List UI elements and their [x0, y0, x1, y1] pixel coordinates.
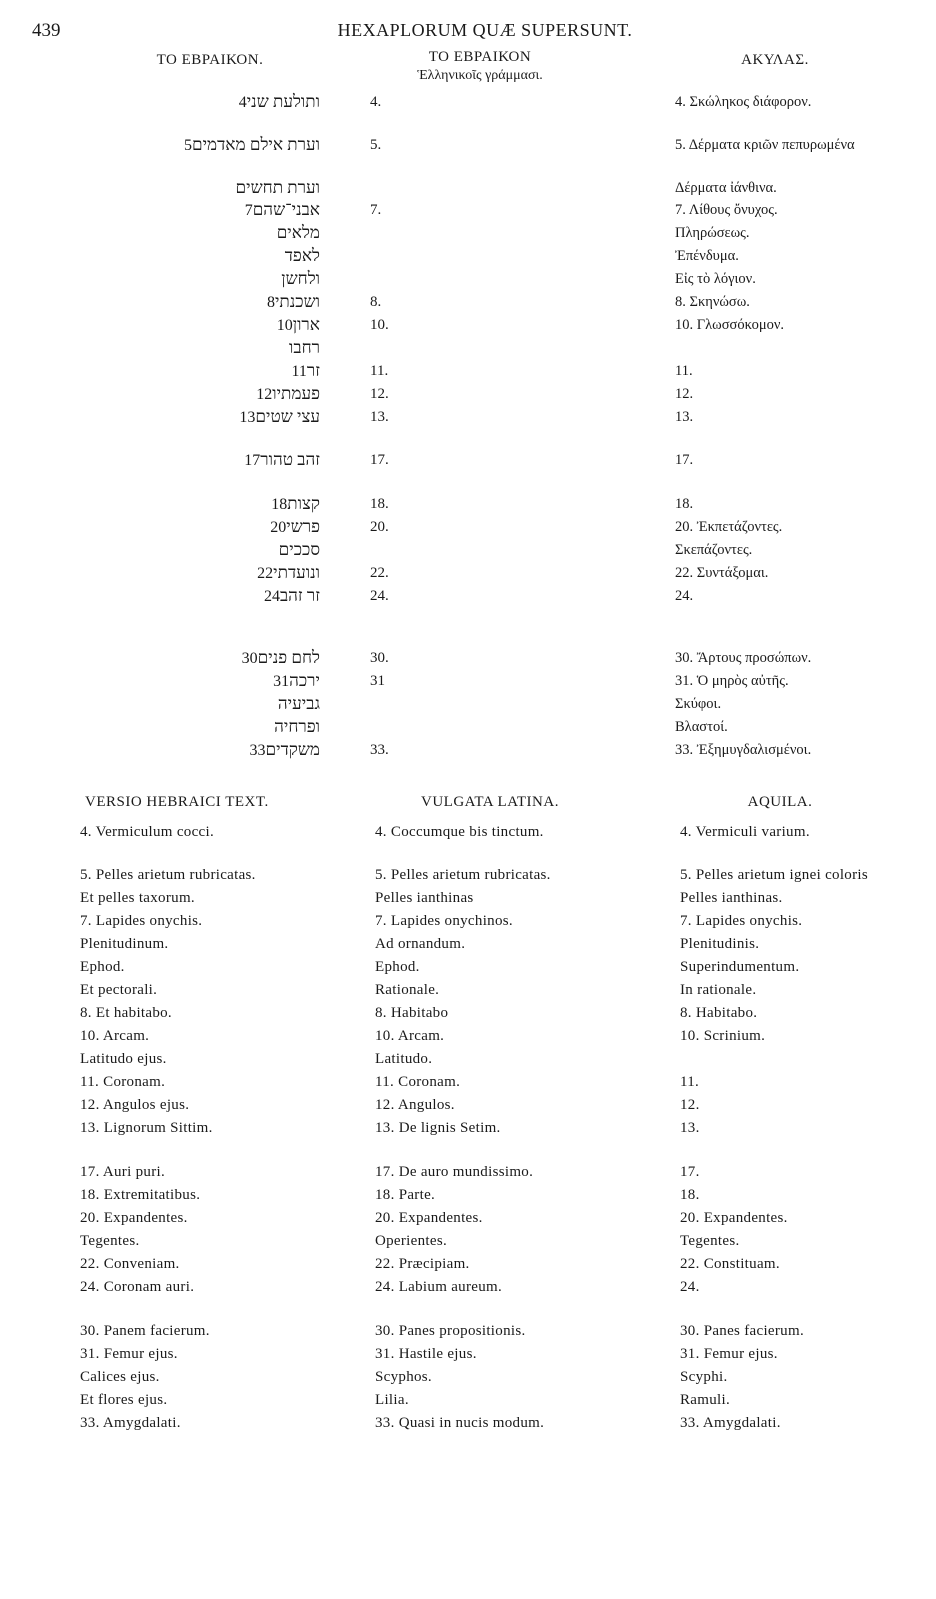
aquila-latin-line: Tegentes. [680, 1233, 740, 1249]
versio-line: 30. Panem facierum. [80, 1323, 210, 1339]
vulgata-line: 17. De auro mundissimo. [375, 1164, 534, 1180]
vulgata-line: 7. Lapides onychinos. [375, 913, 513, 929]
verse-number: 30 [241, 650, 258, 667]
versio-line: Plenitudinum. [80, 936, 169, 952]
versio-line: Et flores ejus. [80, 1392, 168, 1408]
aquila-greek-line: Βλαστοί. [675, 719, 728, 735]
verse-number: 31 [273, 673, 290, 690]
aquila-greek-line: Εἰς τὸ λόγιον. [675, 271, 756, 287]
hebrew-word: ארון [292, 315, 320, 334]
aquila-latin-line: 10. Scrinium. [680, 1028, 766, 1044]
versio-line: 31. Femur ejus. [80, 1346, 178, 1362]
verse-number: 5 [183, 137, 192, 154]
verse-number: 8 [266, 294, 275, 311]
translit-line: 31 [370, 673, 385, 689]
aquila-greek-line: 31. Ὁ μηρὸς αὐτῆς. [675, 673, 789, 689]
hebrew-word: גביעיה [277, 694, 320, 713]
aquila-latin-line: 30. Panes facierum. [680, 1323, 804, 1339]
aquila-latin-line: 11. [680, 1074, 700, 1090]
aquila-greek-line: 33. Ἐξημυγδαλισμένοι. [675, 742, 812, 758]
hebrew-word: משקדים [265, 740, 320, 759]
translit-line: 30. [370, 650, 389, 666]
versio-line: 11. Coronam. [80, 1074, 166, 1090]
header-hebrew-text: ΤΟ ΕΒΡΑΙΚΟΝ. [156, 52, 264, 68]
versio-line: Latitudo ejus. [80, 1051, 167, 1067]
aquila-latin-line: 7. Lapides onychis. [680, 913, 803, 929]
verse-number: 4 [238, 94, 247, 111]
aquila-greek-line: 12. [675, 386, 694, 402]
aquila-latin-line: 31. Femur ejus. [680, 1346, 778, 1362]
hebrew-word: רחבו [289, 338, 320, 357]
versio-line: 5. Pelles arietum rubricatas. [80, 867, 256, 883]
hebrew-word: וערת תחשים [235, 178, 320, 197]
versio-line: 24. Coronam auri. [80, 1279, 195, 1295]
header-aquila-greek: ΑΚΥΛΑΣ. [741, 52, 809, 68]
vulgata-line: 24. Labium aureum. [375, 1279, 503, 1295]
vulgata-line: 13. De lignis Setim. [375, 1120, 501, 1136]
versio-line: 13. Lignorum Sittim. [80, 1120, 213, 1136]
verse-number: 24 [263, 588, 280, 605]
aquila-latin-line: 13. [680, 1120, 700, 1136]
aquila-greek-line: 20. Ἐκπετάζοντες. [675, 519, 783, 535]
hebrew-word: קצות [287, 494, 320, 513]
hebrew-word: מלאים [276, 223, 320, 242]
aquila-latin-line: 5. Pelles arietum ignei coloris [680, 867, 869, 883]
aquila-greek-line: 10. Γλωσσόκομον. [675, 317, 785, 333]
aquila-greek-line: 22. Συντάξομαι. [675, 565, 769, 581]
versio-line: Et pelles taxorum. [80, 890, 195, 906]
hebrew-word: סככים [278, 540, 320, 559]
header-vulgata-latina: VULGATA LATINA. [421, 794, 559, 810]
aquila-latin-line: 18. [680, 1187, 700, 1203]
aquila-latin-line: 4. Vermiculi varium. [680, 824, 810, 840]
translit-line: 8. [370, 294, 382, 310]
aquila-greek-line: Σκύφοι. [675, 696, 722, 712]
versio-line: 18. Extremitatibus. [80, 1187, 201, 1203]
hebrew-word: ופרחיה [274, 717, 320, 736]
vulgata-line: 20. Expandentes. [375, 1210, 483, 1226]
aquila-latin-line: Pelles ianthinas. [680, 890, 783, 906]
aquila-greek-line: 30. Ἄρτους προσώπων. [675, 650, 812, 666]
translit-line: 33. [370, 742, 389, 758]
vulgata-line: 30. Panes propositionis. [375, 1323, 526, 1339]
translit-line: 5. [370, 137, 382, 153]
vulgata-line: Rationale. [375, 982, 440, 998]
hebrew-word: עצי שטים [255, 407, 320, 426]
versio-line: 8. Et habitabo. [80, 1005, 172, 1021]
aquila-latin-line: 17. [680, 1164, 700, 1180]
translit-line: 20. [370, 519, 389, 535]
hebrew-word: פרשי [286, 517, 320, 536]
vulgata-line: 33. Quasi in nucis modum. [375, 1415, 545, 1431]
versio-line: Calices ejus. [80, 1369, 160, 1385]
aquila-latin-line: 24. [680, 1279, 700, 1295]
aquila-greek-line: Δέρματα ἰάνθινα. [675, 180, 777, 196]
vulgata-line: 12. Angulos. [375, 1097, 455, 1113]
vulgata-line: 10. Arcam. [375, 1028, 445, 1044]
translit-line: 13. [370, 409, 389, 425]
aquila-latin-line: 22. Constituam. [680, 1256, 780, 1272]
aquila-latin-line: 20. Expandentes. [680, 1210, 788, 1226]
aquila-latin-line: 12. [680, 1097, 700, 1113]
aquila-latin-column [680, 0, 936, 1599]
vulgata-line: 8. Habitabo [375, 1005, 449, 1021]
hebrew-word: ירכה [289, 671, 320, 690]
versio-column [80, 0, 360, 1599]
vulgata-line: 5. Pelles arietum rubricatas. [375, 867, 551, 883]
vulgata-line: Operientes. [375, 1233, 448, 1249]
hebrew-word: לחם פנים [257, 648, 320, 667]
verse-number: 10 [276, 317, 293, 334]
vulgata-line: Scyphos. [375, 1369, 432, 1385]
verse-number: 11 [291, 363, 307, 380]
verse-number: 18 [271, 496, 288, 513]
vulgata-column [375, 0, 665, 1599]
aquila-greek-line: 5. Δέρματα κριῶν πεπυρωμένα [675, 137, 855, 153]
aquila-greek-line: 17. [675, 452, 694, 468]
aquila-greek-line: Ἐπένδυμα. [675, 248, 739, 264]
hebrew-word: וערת אילם מאדמים [191, 135, 320, 154]
vulgata-line: Latitudo. [375, 1051, 433, 1067]
verse-number: 20 [270, 519, 287, 536]
hebrew-word: אבני־שהם [252, 200, 320, 219]
versio-line: 17. Auri puri. [80, 1164, 166, 1180]
aquila-latin-line: Scyphi. [680, 1369, 728, 1385]
aquila-latin-line: 8. Habitabo. [680, 1005, 758, 1021]
vulgata-line: Ad ornandum. [375, 936, 466, 952]
translit-line: 18. [370, 496, 389, 512]
verse-number: 7 [244, 202, 253, 219]
aquila-latin-line: Plenitudinis. [680, 936, 760, 952]
verse-number: 13 [239, 409, 256, 426]
aquila-latin-line: 33. Amygdalati. [680, 1415, 781, 1431]
translit-line: 22. [370, 565, 389, 581]
vulgata-line: 18. Parte. [375, 1187, 436, 1203]
header-versio-hebraici: VERSIO HEBRAICI TEXT. [85, 794, 269, 810]
aquila-greek-line: 8. Σκηνώσω. [675, 294, 750, 310]
header-aquila-latin: AQUILA. [747, 794, 813, 810]
page-number: 439 [32, 20, 61, 41]
versio-line: 10. Arcam. [80, 1028, 150, 1044]
translit-line: 12. [370, 386, 389, 402]
aquila-greek-line: Σκεπάζοντες. [675, 542, 753, 558]
translit-line: 24. [370, 588, 389, 604]
versio-line: 20. Expandentes. [80, 1210, 188, 1226]
hebrew-word: ושכנתי [274, 292, 320, 311]
vulgata-line: 22. Præcipiam. [375, 1256, 470, 1272]
subheader-greek-letters: Ἑλληνικοῖς γράμμασι. [417, 68, 543, 83]
versio-line: 22. Conveniam. [80, 1256, 180, 1272]
aquila-latin-line: In rationale. [680, 982, 757, 998]
translit-line: 17. [370, 452, 389, 468]
versio-line: 12. Angulos ejus. [80, 1097, 190, 1113]
aquila-greek-line: 18. [675, 496, 694, 512]
verse-number: 12 [256, 386, 273, 403]
hebrew-word: פעמתיו [272, 384, 320, 403]
verse-number: 33 [249, 742, 266, 759]
hebrew-word: ונועדתי [273, 563, 320, 582]
hebrew-word: זר [306, 361, 320, 380]
aquila-latin-line: Ramuli. [680, 1392, 731, 1408]
hebrew-word: לאפד [284, 246, 320, 265]
versio-line: 4. Vermiculum cocci. [80, 824, 215, 840]
hebrew-word: זר זהב [279, 586, 320, 605]
hebrew-word: ותולעת שני [246, 92, 320, 111]
versio-line: Et pectorali. [80, 982, 158, 998]
vulgata-line: Lilia. [375, 1392, 409, 1408]
aquila-greek-line: 24. [675, 588, 694, 604]
versio-line: Ephod. [80, 959, 125, 975]
vulgata-line: 31. Hastile ejus. [375, 1346, 477, 1362]
aquila-greek-line: 13. [675, 409, 694, 425]
hebrew-word: ולחשן [281, 269, 320, 288]
vulgata-line: 11. Coronam. [375, 1074, 461, 1090]
aquila-latin-line: Superindumentum. [680, 959, 800, 975]
vulgata-line: Pelles ianthinas [375, 890, 474, 906]
header-hebrew-in-greek-letters: ΤΟ ΕΒΡΑΙΚΟΝ [428, 49, 532, 65]
vulgata-line: 4. Coccumque bis tinctum. [375, 824, 544, 840]
aquila-greek-line: 11. [675, 363, 693, 379]
versio-line: Tegentes. [80, 1233, 140, 1249]
hebrew-word: זהב טהור [260, 450, 320, 469]
verse-number: 22 [257, 565, 274, 582]
verse-number: 17 [244, 452, 261, 469]
running-head: HEXAPLORUM QUÆ SUPERSUNT. [337, 20, 633, 40]
aquila-greek-line: 7. Λίθους ὄνυχος. [675, 202, 778, 218]
versio-line: 33. Amygdalati. [80, 1415, 181, 1431]
translit-line: 7. [370, 202, 382, 218]
versio-line: 7. Lapides onychis. [80, 913, 203, 929]
aquila-greek-line: 4. Σκώληκος διάφορον. [675, 94, 812, 110]
translit-line: 10. [370, 317, 389, 333]
translit-line: 11. [370, 363, 389, 379]
aquila-greek-line: Πληρώσεως. [675, 225, 750, 241]
translit-line: 4. [370, 94, 382, 110]
vulgata-line: Ephod. [375, 959, 420, 975]
